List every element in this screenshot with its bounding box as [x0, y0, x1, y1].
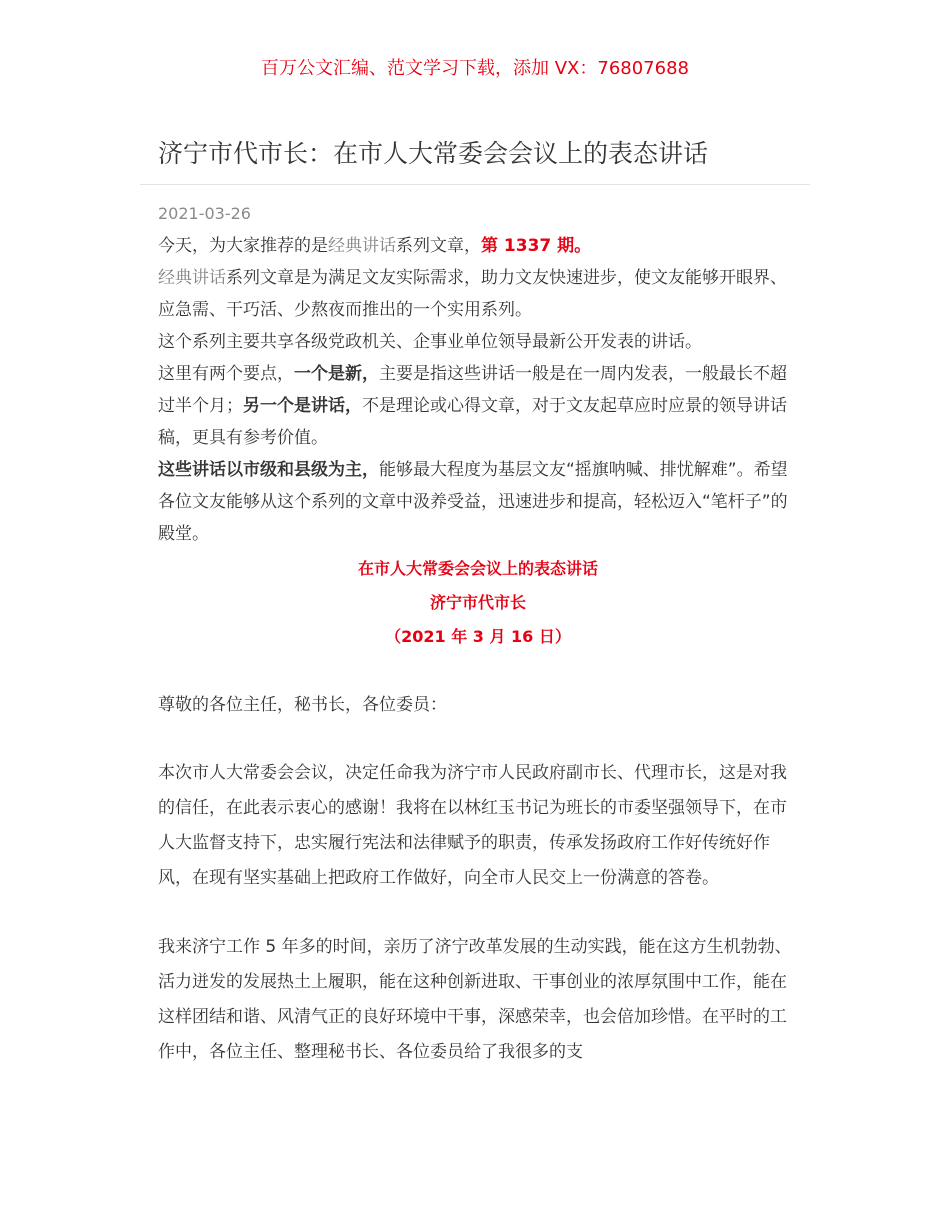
intro-text: 这里有两个要点，: [158, 364, 294, 384]
series-name: 经典讲话: [158, 268, 226, 288]
speech-date: （2021 年 3 月 16 日）: [385, 627, 571, 646]
intro-paragraph-2: [158, 262, 798, 326]
intro-paragraph-1: [158, 230, 798, 262]
article-title: 济宁市代市长：在市人大常委会会议上的表态讲话: [158, 139, 709, 168]
speech-paragraph: 我来济宁工作 5 年多的时间，亲历了济宁改革发展的生动实践，能在这方生机勃勃、活力迸发的发展热土上履职，能在这种创新进取、干事创业的浓厚氛围中工作，能在这样团结和谐、风清气正的良好环境中干事，深感荣幸，也会倍加珍惜。在平时的工作中，各位主任、整理秘书长、各位委员给了我很多的支: [158, 937, 792, 1062]
intro-paragraph-4: [158, 358, 798, 454]
speech-speaker: 济宁市代市长: [429, 593, 526, 612]
intro-text: 能够最大程度为基层文友“摇旗呐喊、排忧解难”。希望各位文友能够从这个系列的文章中汲养受益，迅速进步和提高，轻松迈入“笔杆子”的殿堂。: [158, 460, 788, 544]
intro-text: 系列文章，: [396, 236, 481, 256]
intro-text: 不是理论或心得文章，对于文友起草应时应景的领导讲话稿，更具有参考价值。: [158, 396, 787, 448]
intro-text: 系列文章是为满足文友实际需求，助力文友快速进步，使文友能够开眼界、应急需、干巧活、少熬夜而推出的一个实用系列。: [158, 268, 787, 320]
series-name: 经典讲话: [328, 236, 396, 256]
intro-text: 今天，为大家推荐的是: [158, 236, 328, 256]
issue-number: 第 1337 期。: [481, 236, 592, 256]
emphasis-text: 一个是新，: [294, 364, 379, 384]
intro-text: 主要是指这些讲话一般是在一周内发表，一般最长不超过半个月；: [158, 364, 787, 416]
emphasis-text: 另一个是讲话，: [243, 396, 362, 416]
promo-banner: 百万公文汇编、范文学习下载，添加 VX：76807688: [261, 58, 689, 79]
title-divider: [140, 184, 810, 185]
speech-title: 在市人大常委会会议上的表态讲话: [357, 559, 598, 578]
intro-paragraph-3: 这个系列主要共享各级党政机关、企事业单位领导最新公开发表的讲话。: [158, 332, 702, 352]
article-body: [158, 230, 798, 1070]
intro-paragraph-5: [158, 454, 798, 550]
emphasis-text: 这些讲话以市级和县级为主，: [158, 460, 379, 480]
speech-heading: [158, 552, 798, 654]
salutation: 尊敬的各位主任，秘书长，各位委员：: [158, 695, 447, 715]
speech-paragraph: 本次市人大常委会会议，决定任命我为济宁市人民政府副市长、代理市长，这是对我的信任，在此表示衷心的感谢！我将在以林红玉书记为班长的市委坚强领导下，在市人大监督支持下，忠实履行宪法和法律赋予的职责，传承发扬政府工作好传统好作风，在现有坚实基础上把政府工作做好，向全市人民交上一份满意的答卷。: [158, 763, 787, 888]
publish-date: 2021-03-26: [158, 204, 251, 223]
